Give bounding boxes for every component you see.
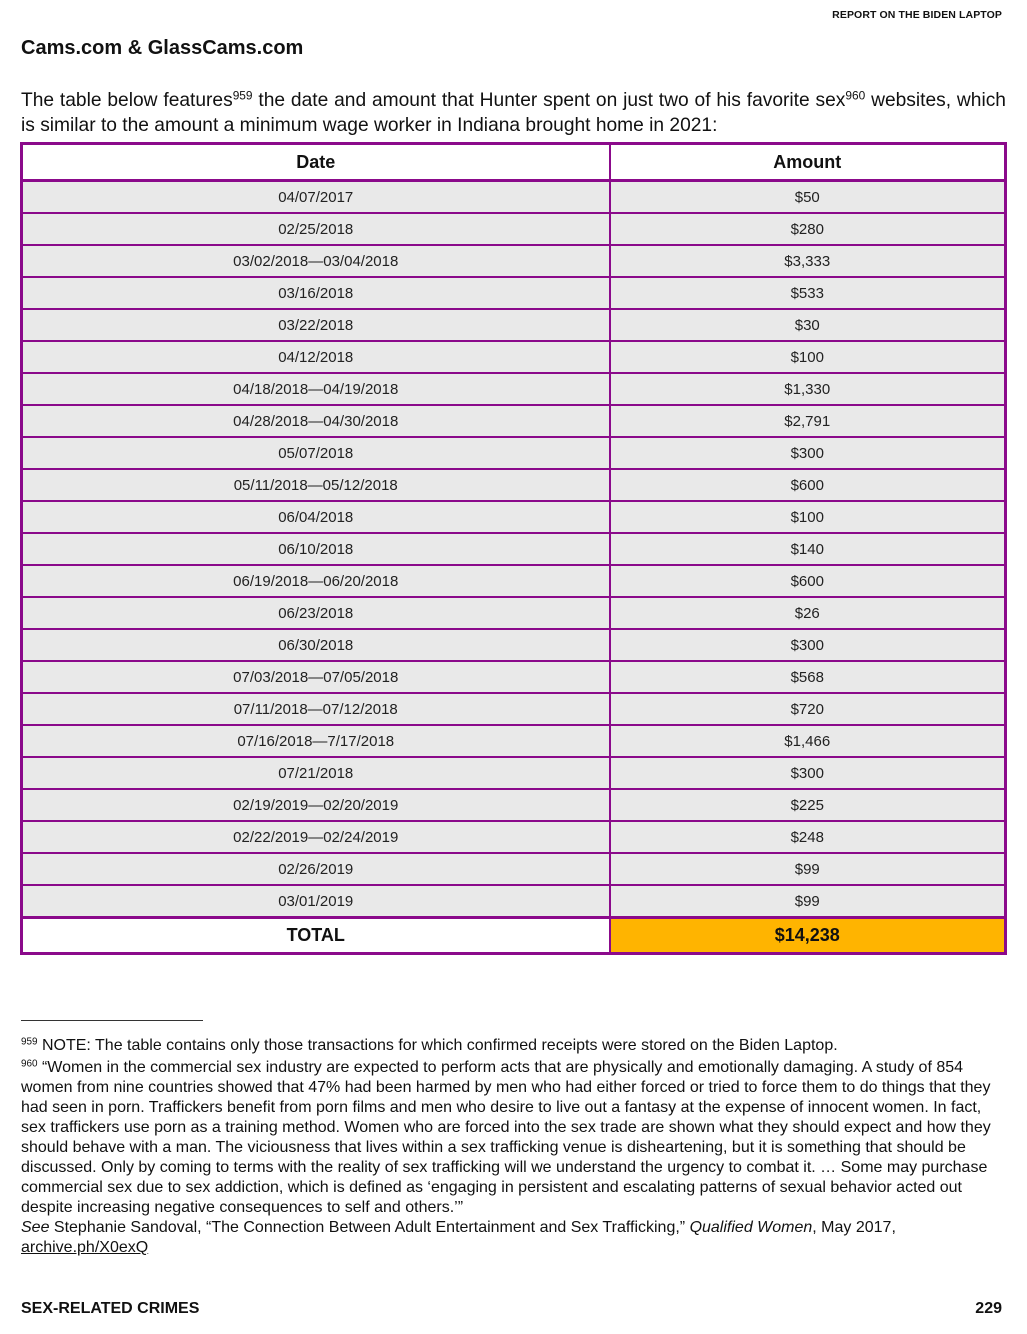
amount-cell: $300: [610, 437, 1006, 469]
date-cell: 06/04/2018: [22, 501, 610, 533]
amount-cell: $100: [610, 341, 1006, 373]
column-header-date: Date: [22, 144, 610, 181]
date-cell: 07/21/2018: [22, 757, 610, 789]
date-cell: 04/18/2018—04/19/2018: [22, 373, 610, 405]
footnote-959: [21, 1036, 996, 1056]
footer-section-name: SEX-RELATED CRIMES: [21, 1300, 200, 1317]
amount-cell: $140: [610, 533, 1006, 565]
amount-cell: $600: [610, 565, 1006, 597]
table-row: [22, 629, 1006, 661]
footnote-quote: “Women in the commercial sex industry are expected to perform acts that are physically and emotionally damaging. A study of 854 women from nine countries showed that 47% had been harmed by men who had either forced or tried to force them to do things that they had seen in porn. Traffickers benefit from porn films and men who desire to live out a fantasy at the expense of innocent women. In fact, sex traffickers use porn as a training method. Women who are forced into the sex trade are shown what they should expect and how they should behave with a man. The viciousness that lives within a sex trafficking venue is disheartening, but it is something that should be discussed. Only by coming to terms with the reality of sex trafficking will we understand the urgency to combat it. … Some may purchase commercial sex due to sex addiction, which is defined as ‘engaging in persistent and escalating patterns of sexual behavior acted out despite increasing negative consequences to self and others.’”: [21, 1059, 991, 1216]
table-body: [22, 181, 1006, 918]
date-cell: 06/19/2018—06/20/2018: [22, 565, 610, 597]
amount-cell: $3,333: [610, 245, 1006, 277]
date-cell: 05/07/2018: [22, 437, 610, 469]
date-cell: 06/10/2018: [22, 533, 610, 565]
amount-cell: $225: [610, 789, 1006, 821]
table-row: [22, 661, 1006, 693]
date-cell: 07/03/2018—07/05/2018: [22, 661, 610, 693]
table-row: [22, 885, 1006, 918]
table-row: [22, 181, 1006, 214]
table-row: [22, 597, 1006, 629]
amount-cell: $300: [610, 757, 1006, 789]
amount-cell: $300: [610, 629, 1006, 661]
footnote-divider: [21, 1020, 203, 1021]
running-head: REPORT ON THE BIDEN LAPTOP: [832, 9, 1002, 21]
intro-text: the date and amount that Hunter spent on just two of his favorite sex: [252, 90, 846, 111]
date-cell: 02/19/2019—02/20/2019: [22, 789, 610, 821]
footnote-number: 960: [21, 1058, 38, 1070]
footnote-ref-959[interactable]: 959: [232, 88, 253, 103]
footnote-text: NOTE: The table contains only those transactions for which confirmed receipts were stored on the Biden Laptop.: [37, 1037, 838, 1054]
date-cell: 02/26/2019: [22, 853, 610, 885]
amount-cell: $50: [610, 181, 1006, 214]
intro-text: websites, which is similar to the amount a minimum wage worker in Indiana brought home in 2021:: [21, 90, 1006, 136]
amount-cell: $99: [610, 885, 1006, 918]
intro-paragraph: [21, 88, 1006, 138]
total-label: TOTAL: [22, 918, 610, 954]
intro-text: The table below features: [21, 90, 233, 111]
table-row: [22, 309, 1006, 341]
amount-cell: $533: [610, 277, 1006, 309]
table-row: [22, 789, 1006, 821]
total-value: $14,238: [610, 918, 1006, 954]
date-cell: 02/25/2018: [22, 213, 610, 245]
table-row: [22, 277, 1006, 309]
amount-cell: $720: [610, 693, 1006, 725]
amount-cell: $2,791: [610, 405, 1006, 437]
amount-cell: $568: [610, 661, 1006, 693]
date-cell: 04/12/2018: [22, 341, 610, 373]
date-cell: 03/22/2018: [22, 309, 610, 341]
date-cell: 06/30/2018: [22, 629, 610, 661]
footnotes: [21, 1036, 996, 1260]
spending-table: [20, 142, 1007, 955]
table-row: [22, 405, 1006, 437]
section-title: Cams.com & GlassCams.com: [21, 37, 304, 59]
table-row: [22, 213, 1006, 245]
amount-cell: $100: [610, 501, 1006, 533]
table-row: [22, 693, 1006, 725]
table-row: [22, 533, 1006, 565]
date-cell: 03/01/2019: [22, 885, 610, 918]
amount-cell: $30: [610, 309, 1006, 341]
date-cell: 04/07/2017: [22, 181, 610, 214]
amount-cell: $99: [610, 853, 1006, 885]
table-row: [22, 853, 1006, 885]
column-header-amount: Amount: [610, 144, 1006, 181]
table-header-row: [22, 144, 1006, 181]
footnote-960: [21, 1058, 996, 1258]
citation-text: Stephanie Sandoval, “The Connection Between Adult Entertainment and Sex Trafficking,”: [49, 1219, 690, 1236]
table-row: [22, 725, 1006, 757]
amount-cell: $26: [610, 597, 1006, 629]
table-row: [22, 437, 1006, 469]
footnote-ref-960[interactable]: 960: [845, 88, 866, 103]
citation-signal: See: [21, 1219, 50, 1236]
table-row: [22, 565, 1006, 597]
date-cell: 05/11/2018—05/12/2018: [22, 469, 610, 501]
table-row: [22, 341, 1006, 373]
date-cell: 02/22/2019—02/24/2019: [22, 821, 610, 853]
footnote-number: 959: [21, 1036, 38, 1048]
amount-cell: $280: [610, 213, 1006, 245]
total-row: [22, 918, 1006, 954]
table-row: [22, 757, 1006, 789]
amount-cell: $248: [610, 821, 1006, 853]
citation-text: , May 2017,: [812, 1219, 896, 1236]
citation-publication: Qualified Women: [689, 1219, 813, 1236]
date-cell: 04/28/2018—04/30/2018: [22, 405, 610, 437]
archive-link[interactable]: archive.ph/X0exQ: [21, 1239, 149, 1256]
table-row: [22, 245, 1006, 277]
table-row: [22, 501, 1006, 533]
page-number: 229: [975, 1300, 1002, 1317]
amount-cell: $1,466: [610, 725, 1006, 757]
amount-cell: $1,330: [610, 373, 1006, 405]
amount-cell: $600: [610, 469, 1006, 501]
date-cell: 03/16/2018: [22, 277, 610, 309]
date-cell: 06/23/2018: [22, 597, 610, 629]
date-cell: 07/16/2018—7/17/2018: [22, 725, 610, 757]
table-row: [22, 373, 1006, 405]
date-cell: 07/11/2018—07/12/2018: [22, 693, 610, 725]
table-row: [22, 821, 1006, 853]
table-row: [22, 469, 1006, 501]
date-cell: 03/02/2018—03/04/2018: [22, 245, 610, 277]
